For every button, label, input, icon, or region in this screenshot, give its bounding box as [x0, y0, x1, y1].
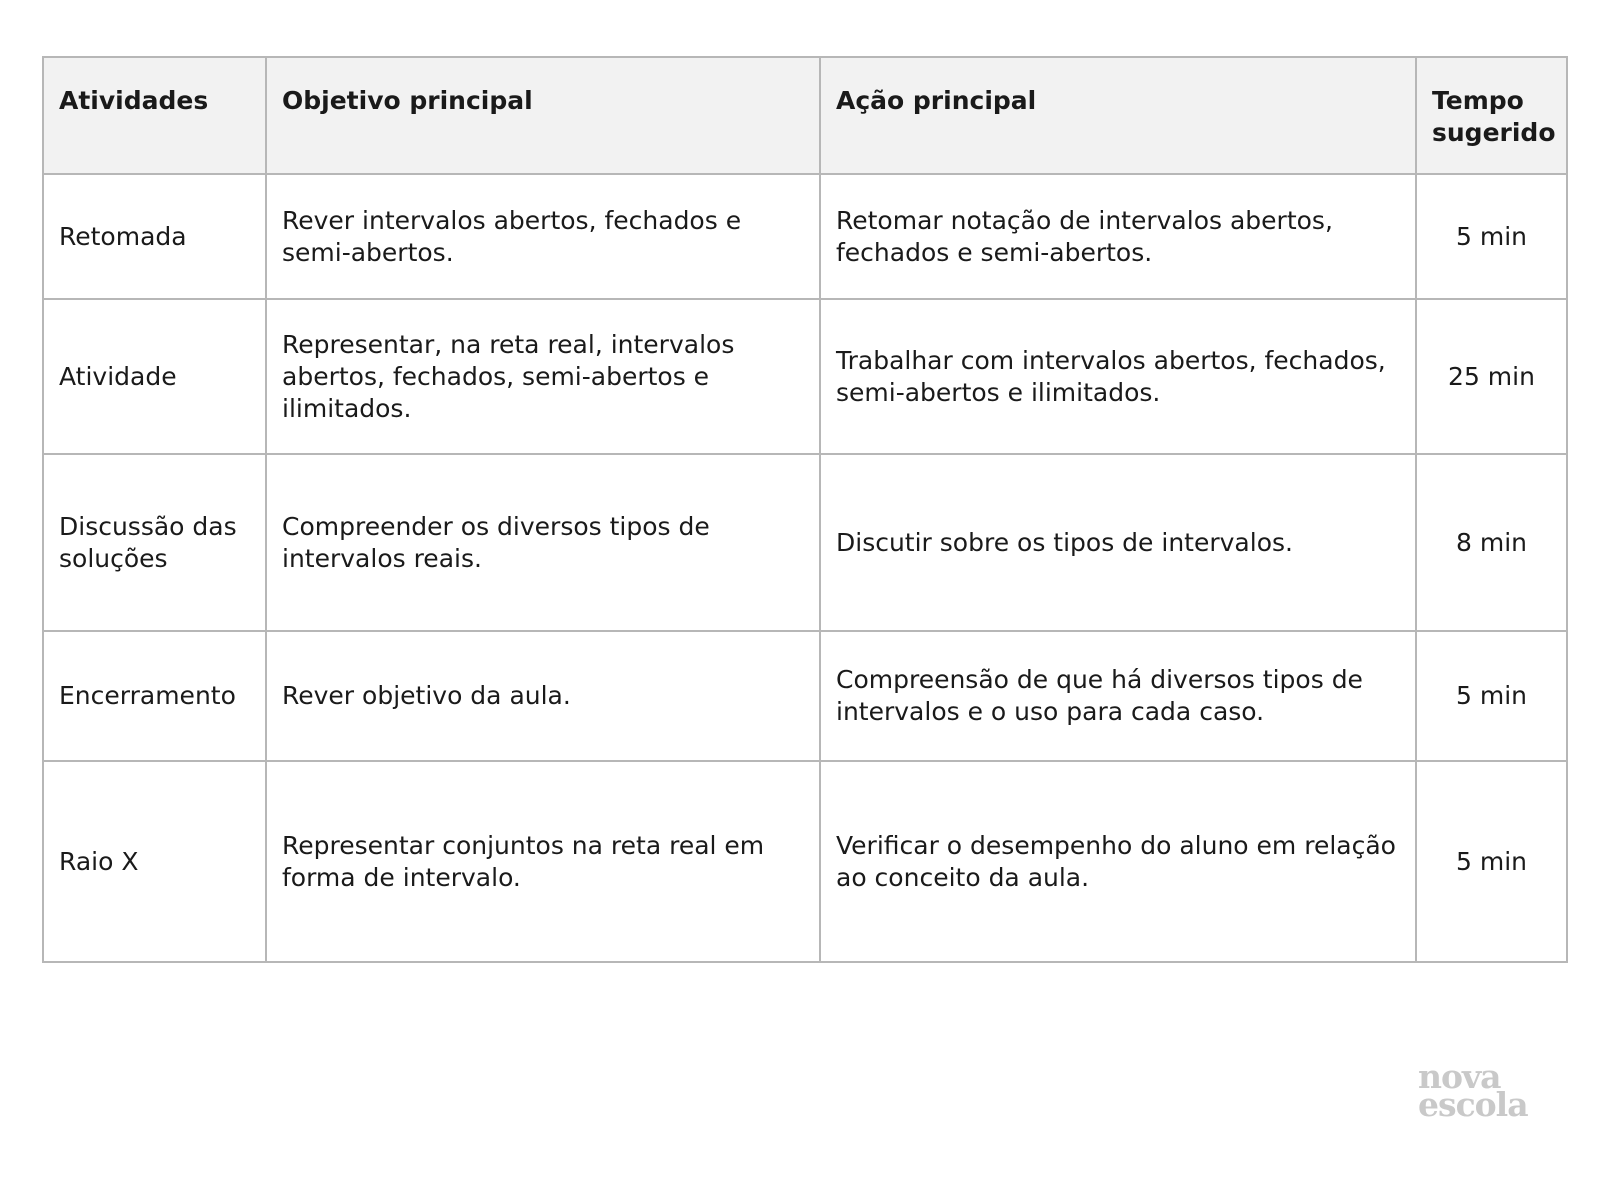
header-objetivo-principal: Objetivo principal: [266, 57, 820, 174]
cell-atividade: Retomada: [43, 174, 266, 299]
table-row: [43, 631, 1567, 761]
cell-objetivo: Representar, na reta real, intervalos abertos, fechados, semi-abertos e ilimitados.: [266, 299, 820, 454]
cell-acao: Retomar notação de intervalos abertos, fechados e semi-abertos.: [820, 174, 1416, 299]
table-row: [43, 174, 1567, 299]
cell-objetivo: Rever objetivo da aula.: [266, 631, 820, 761]
cell-tempo: 25 min: [1416, 299, 1567, 454]
header-acao-principal: Ação principal: [820, 57, 1416, 174]
cell-tempo: 8 min: [1416, 454, 1567, 631]
table-row: [43, 454, 1567, 631]
cell-objetivo: Rever intervalos abertos, fechados e semi-abertos.: [266, 174, 820, 299]
cell-tempo: 5 min: [1416, 761, 1567, 962]
table-body: [43, 174, 1567, 962]
table-header: [43, 57, 1567, 174]
cell-atividade: Encerramento: [43, 631, 266, 761]
cell-acao: Verificar o desempenho do aluno em relação ao conceito da aula.: [820, 761, 1416, 962]
logo-line-escola: escola: [1418, 1085, 1528, 1124]
cell-tempo: 5 min: [1416, 631, 1567, 761]
header-tempo-sugerido: Tempo sugerido: [1416, 57, 1567, 174]
cell-tempo: 5 min: [1416, 174, 1567, 299]
cell-acao: Compreensão de que há diversos tipos de intervalos e o uso para cada caso.: [820, 631, 1416, 761]
nova-escola-logo: [1418, 1057, 1528, 1124]
table-row: [43, 761, 1567, 962]
logo-line-nova: nova: [1418, 1057, 1501, 1096]
cell-atividade: Raio X: [43, 761, 266, 962]
cell-acao: Discutir sobre os tipos de intervalos.: [820, 454, 1416, 631]
cell-atividade: Discussão das soluções: [43, 454, 266, 631]
header-atividades: Atividades: [43, 57, 266, 174]
cell-acao: Trabalhar com intervalos abertos, fechados, semi-abertos e ilimitados.: [820, 299, 1416, 454]
lesson-plan-table: [42, 56, 1568, 963]
cell-objetivo: Compreender os diversos tipos de intervalos reais.: [266, 454, 820, 631]
cell-atividade: Atividade: [43, 299, 266, 454]
table-row: [43, 299, 1567, 454]
header-row: [43, 57, 1567, 174]
cell-objetivo: Representar conjuntos na reta real em forma de intervalo.: [266, 761, 820, 962]
